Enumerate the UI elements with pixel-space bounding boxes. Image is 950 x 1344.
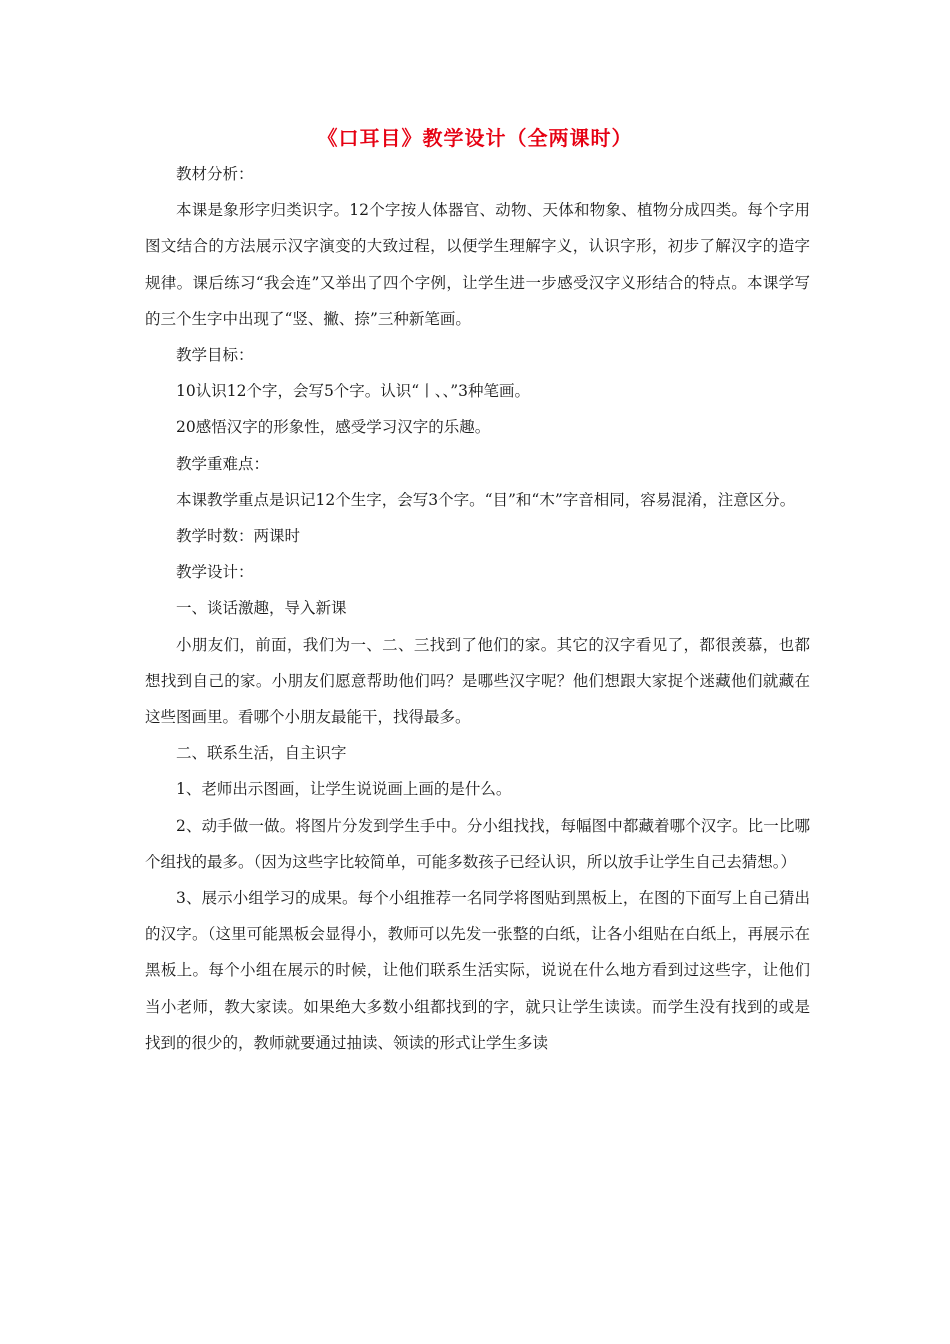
paragraph-step-3: 3、展示小组学习的成果。每个小组推荐一名同学将图贴到黑板上，在图的下面写上自己猜出的汉字。（这里可能黑板会显得小，教师可以先发一张整的白纸，让各小组贴在白纸上，再展示在黑板上。每个小组在展示的时候，让他们联系生活实际，说说在什么地方看到过这些字，让他们当小老师，教大家读。如果绝大多数小组都找到的字，就只让学生读读。而学生没有找到的或是找到的很少的，教师就要通过抽读、领读的形式让学生多读 [145, 889, 810, 1052]
paragraph-goal-2: 20感悟汉字的形象性，感受学习汉字的乐趣。 [176, 418, 491, 437]
section-heading-design: 教学设计： [176, 563, 254, 582]
section-heading-part-1: 一、谈话激趣，导入新课 [176, 599, 347, 618]
section-heading-goals: 教学目标： [176, 346, 254, 365]
section-heading-analysis: 教材分析： [176, 165, 254, 183]
paragraph-goal-1: 10认识12个字，会写5个字。认识“丨、、”3种笔画。 [176, 382, 531, 401]
document-title: 《口耳目》教学设计（全两课时） [317, 126, 633, 150]
paragraph-key-points: 本课教学重点是识记12个生字，会写3个字。“目”和“木”字音相同，容易混淆，注意区分。 [176, 490, 796, 509]
paragraph-step-1: 1、老师出示图画，让学生说说画上画的是什么。 [176, 780, 512, 799]
paragraph-intro: 小朋友们，前面，我们为一、二、三找到了他们的家。其它的汉字看见了，都很羡慕，也都想找到自己的家。小朋友们愿意帮助他们吗？是哪些汉字呢？他们想跟大家捉个迷藏他们就藏在这些图画里。看哪个小朋友最能干，找得最多。 [145, 635, 810, 727]
section-heading-key-points: 教学重难点： [176, 454, 270, 473]
paragraph-step-2: 2、动手做一做。将图片分发到学生手中。分小组找找，每幅图中都藏着哪个汉字。比一比哪个组找的最多。（因为这些字比较简单，可能多数孩子已经认识，所以放手让学生自己去猜想。） [145, 816, 810, 871]
section-heading-part-2: 二、联系生活，自主识字 [176, 744, 347, 763]
paragraph-analysis: 本课是象形字归类识字。12个字按人体器官、动物、天体和物象、植物分成四类。每个字用图文结合的方法展示汉字演变的大致过程，以便学生理解字义，认识字形，初步了解汉字的造字规律。课后练习“我会连”又举出了四个字例，让学生进一步感受汉字义形结合的特点。本课学写的三个生字中出现了“竖、撇、捺”三种新笔画。 [145, 201, 810, 328]
paragraph-class-hours: 教学时数：两课时 [176, 527, 301, 546]
document-body [145, 156, 810, 1061]
